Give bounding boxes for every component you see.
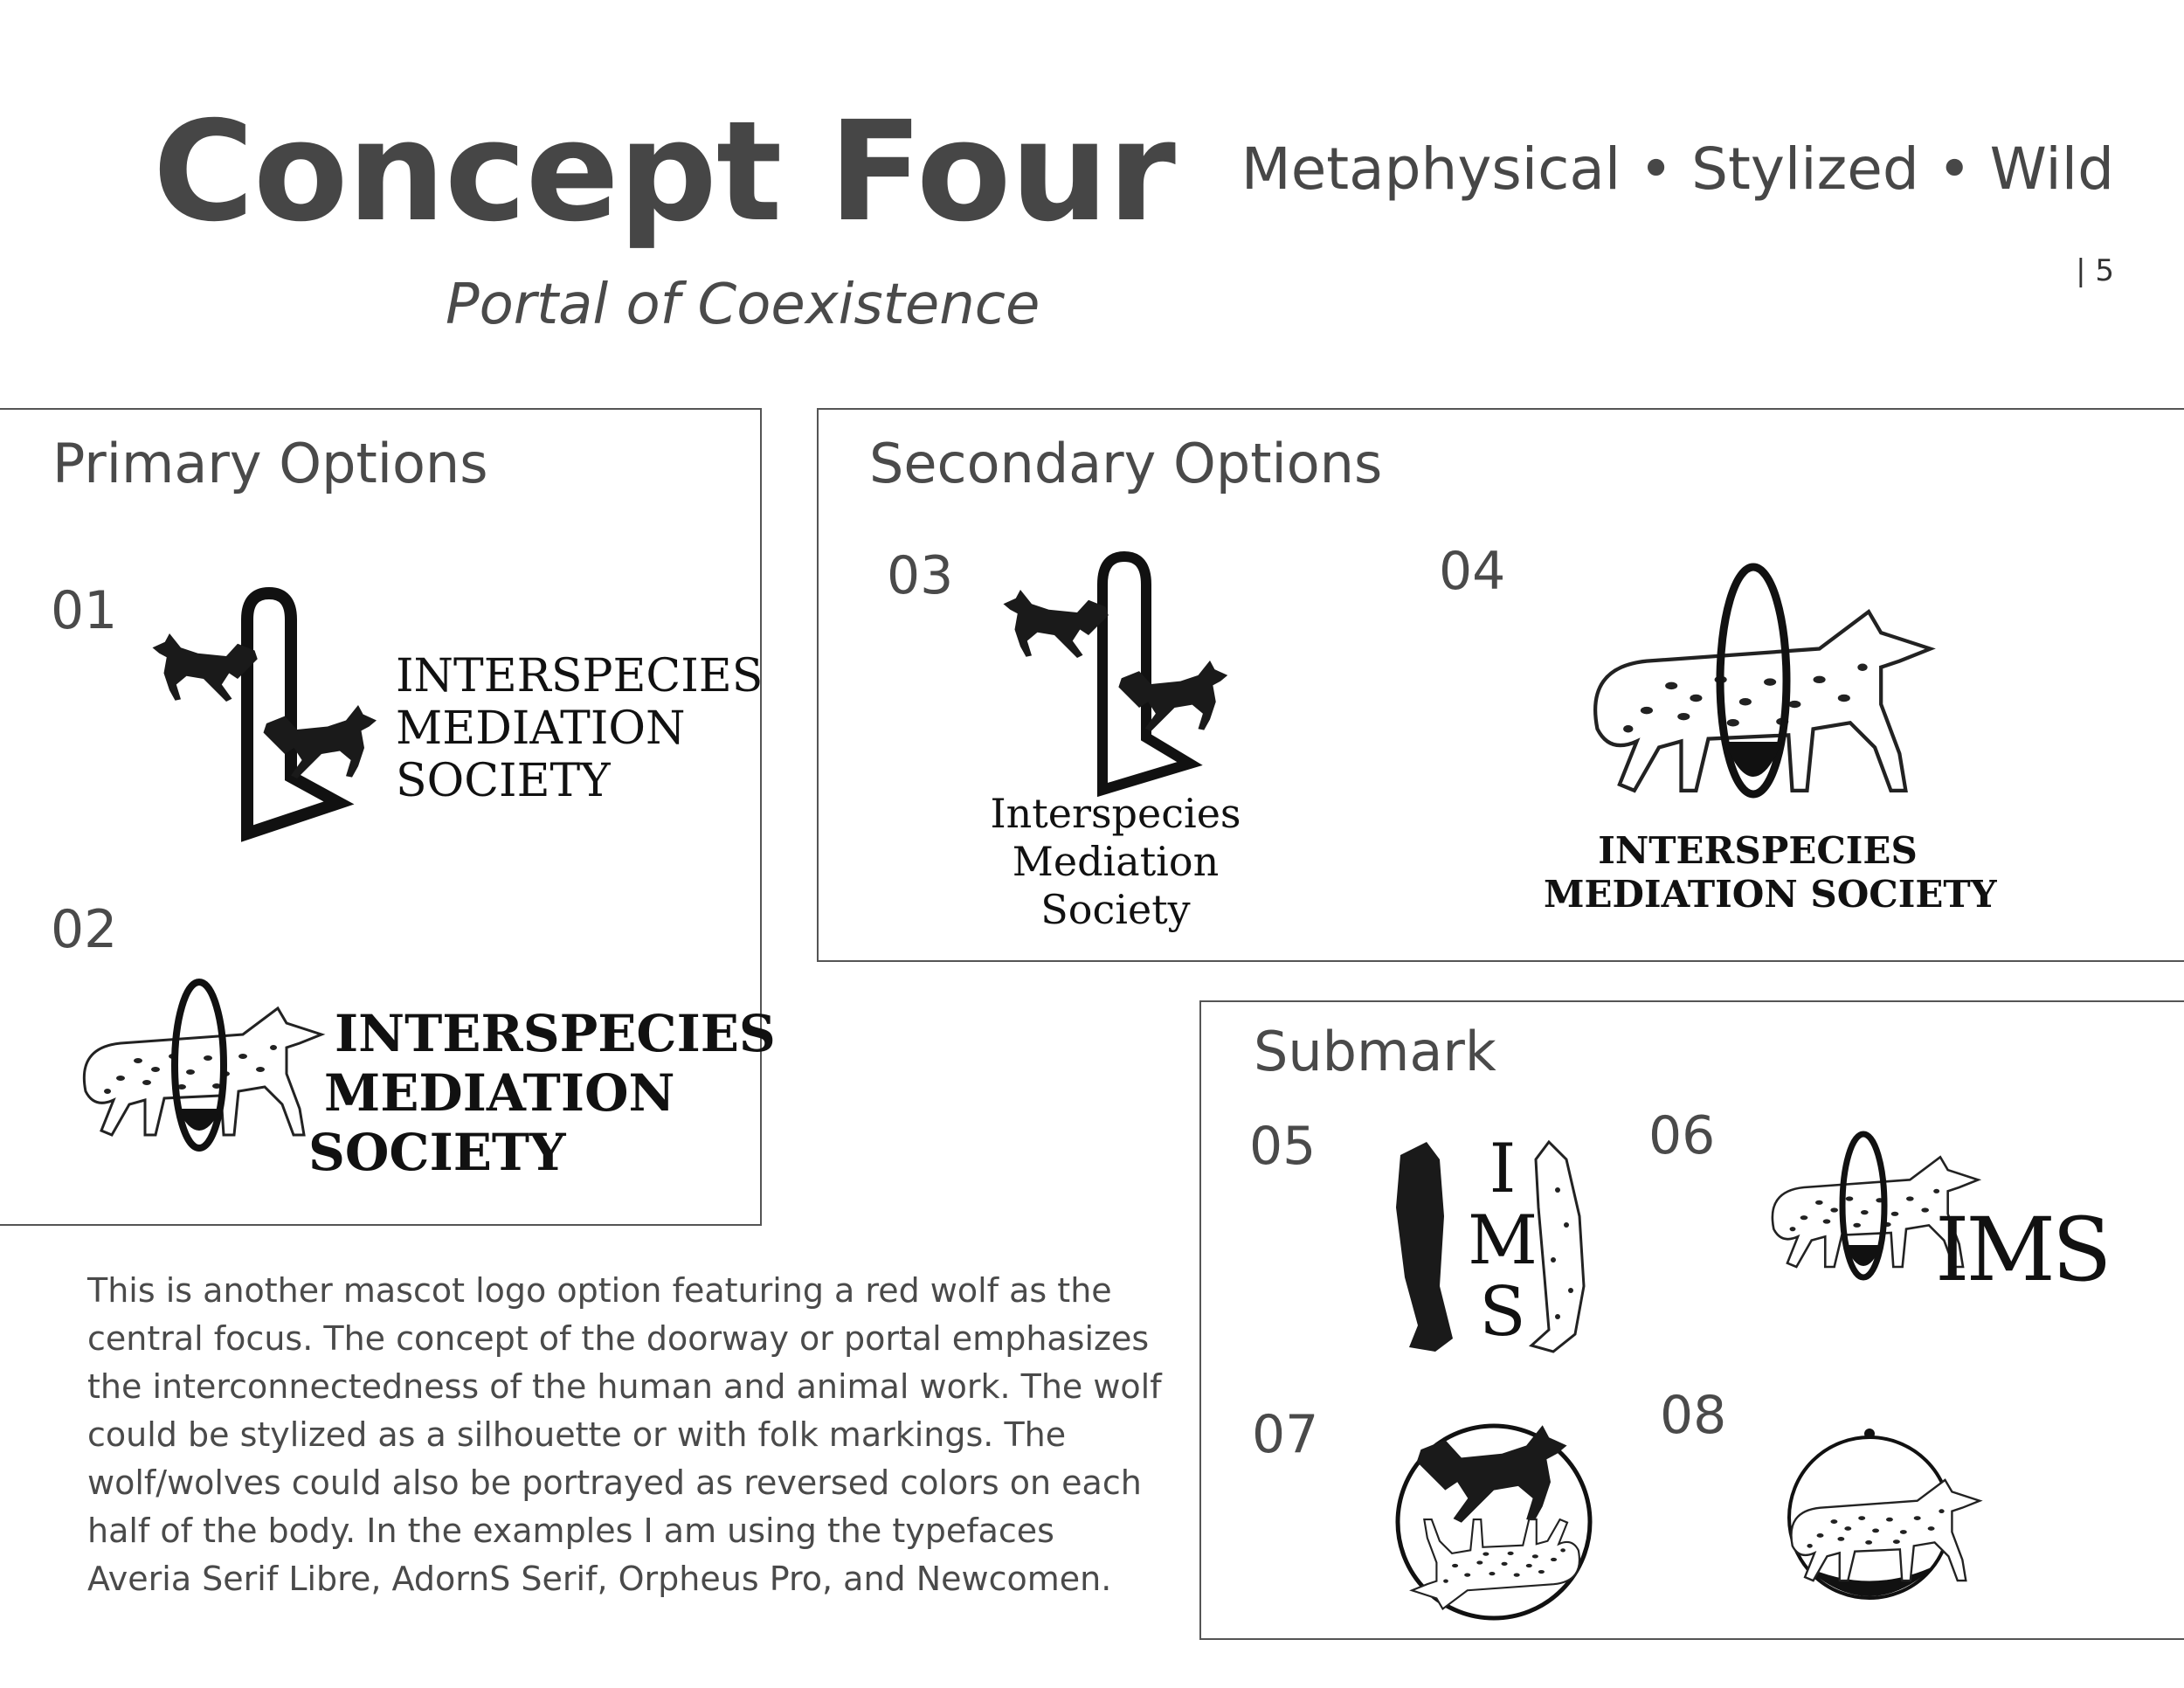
option-05-number: 05 bbox=[1249, 1116, 1317, 1177]
primary-options-panel bbox=[0, 408, 776, 1226]
option-04-line1: INTERSPECIES bbox=[1598, 829, 1918, 872]
option-04-spotted-wolf-portal-mark bbox=[1565, 558, 1950, 803]
option-04-number: 04 bbox=[1439, 541, 1506, 602]
option-02-line2: MEDIATION bbox=[324, 1063, 675, 1123]
submark-heading: Submark bbox=[1254, 1020, 1496, 1083]
secondary-options-panel bbox=[817, 408, 2184, 962]
tagline: Metaphysical • Stylized • Wild bbox=[1241, 135, 2114, 203]
option-04-line2: MEDIATION SOCIETY bbox=[1544, 873, 1997, 916]
option-02-line3: SOCIETY bbox=[308, 1123, 566, 1182]
page-title: Concept Four bbox=[153, 92, 1175, 253]
option-05-monogram bbox=[1463, 1130, 1542, 1352]
option-03-wordmark bbox=[989, 790, 1242, 934]
option-02-wordmark bbox=[308, 1004, 776, 1182]
primary-options-heading: Primary Options bbox=[52, 432, 488, 495]
concept-description: This is another mascot logo option featuring a red wolf as the central focus. The concept of the doorway or portal emphasizes the interconnectedness of the human and animal work. The wolf could be stylized as a silhouette or with folk markings. The wolf/wolves could also be portrayed as reversed colors on each half of the body. In the examples I am using the typefaces Averia Serif Libre, AdornS Serif, Orpheus Pro, and Newcomen. bbox=[87, 1271, 1162, 1598]
page-subtitle: Portal of Coexistence bbox=[446, 273, 1040, 337]
option-03-line2: Mediation bbox=[1012, 838, 1220, 885]
option-01-number: 01 bbox=[51, 580, 118, 641]
option-01-line1: INTERSPECIES bbox=[396, 650, 764, 702]
option-05-letter-m: M bbox=[1468, 1201, 1538, 1280]
option-01-portal-wolf-mark bbox=[147, 585, 383, 838]
page-number: | 5 bbox=[2076, 253, 2114, 288]
option-02-spotted-wolf-portal-mark bbox=[59, 978, 339, 1152]
secondary-options-heading: Secondary Options bbox=[869, 432, 1383, 495]
submark-panel bbox=[1199, 1000, 2184, 1640]
option-02-line1: INTERSPECIES bbox=[335, 1004, 776, 1063]
option-08-wolf-ring-submark bbox=[1778, 1422, 1987, 1605]
option-07-wolves-circle-submark bbox=[1376, 1408, 1612, 1627]
option-01-line2: MEDIATION bbox=[396, 702, 686, 755]
option-01-line3: SOCIETY bbox=[396, 755, 611, 807]
option-02-number: 02 bbox=[51, 899, 118, 960]
option-05-letter-i: I bbox=[1489, 1130, 1517, 1208]
option-08-number: 08 bbox=[1660, 1385, 1727, 1446]
option-04-wordmark bbox=[1544, 829, 1997, 917]
option-03-line1: Interspecies bbox=[990, 790, 1241, 837]
option-01-wordmark bbox=[396, 650, 763, 807]
option-05-letter-s: S bbox=[1479, 1273, 1526, 1352]
option-03-number: 03 bbox=[887, 545, 954, 606]
option-06-number: 06 bbox=[1648, 1105, 1716, 1166]
option-03-portal-wolf-mark bbox=[998, 550, 1234, 794]
option-03-line3: Society bbox=[1040, 886, 1191, 933]
option-06-monogram: IMS bbox=[1935, 1199, 2109, 1301]
option-07-number: 07 bbox=[1252, 1404, 1319, 1465]
